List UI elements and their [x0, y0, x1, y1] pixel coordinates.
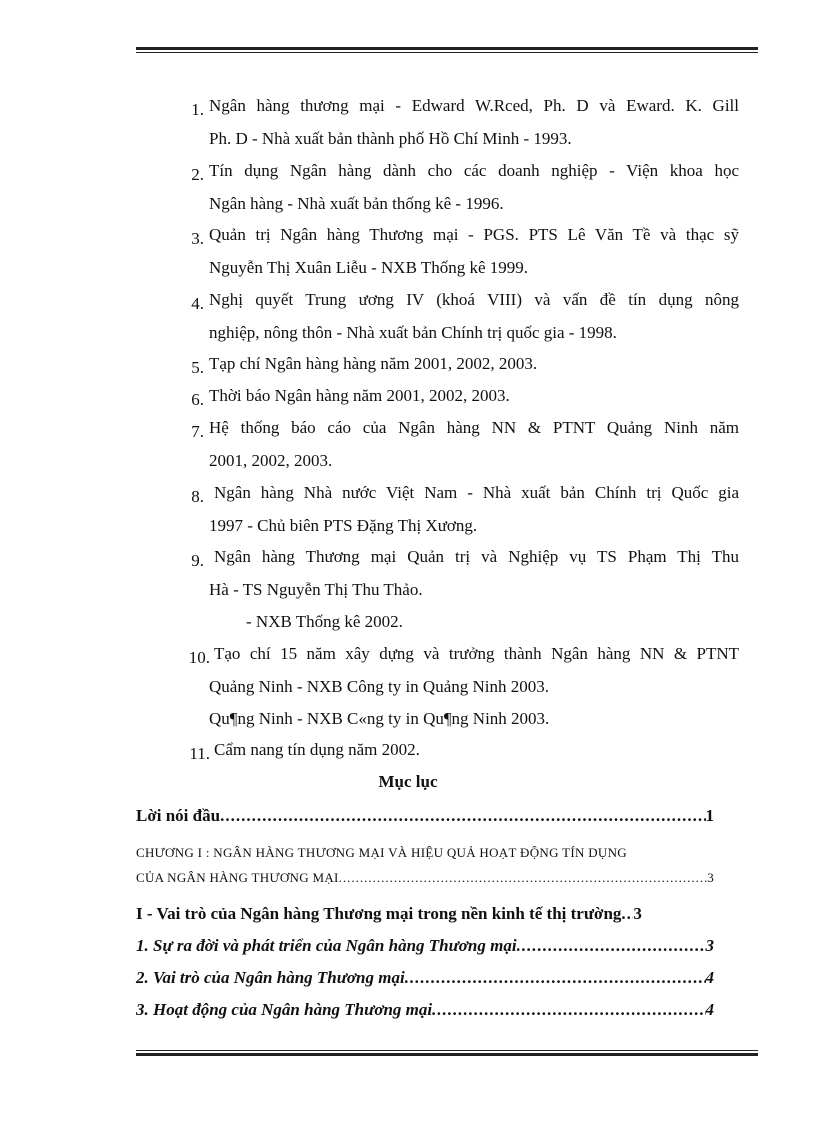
toc-page-number: 4 — [705, 968, 714, 987]
toc-entry-label: CỦA NGÂN HÀNG THƯƠNG MẠI — [136, 870, 339, 885]
reference-line: Quảng Ninh - NXB Công ty in Quảng Ninh 2003. — [209, 677, 549, 696]
reference-line: Ngân hàng thương mại - Edward W.Rced, Ph. D và Eward. K. Gill — [209, 96, 739, 115]
toc-entry-label: 1. Sự ra đời và phát triển của Ngân hàng Thương mại — [136, 936, 517, 955]
toc-entry-label: Lời nói đầu — [136, 806, 221, 825]
toc-entry-label: CHƯƠNG I : NGÂN HÀNG THƯƠNG MẠI VÀ HIỆU QUẢ HOẠT ĐỘNG TÍN DỤNG — [136, 845, 627, 860]
reference-line: Ngân hàng Nhà nước Việt Nam - Nhà xuất bản Chính trị Quốc gia — [214, 483, 739, 502]
toc-page-number: 3 — [633, 904, 642, 923]
toc-entry-chapter-cont[interactable] — [136, 870, 714, 886]
reference-line: 2001, 2002, 2003. — [209, 451, 333, 470]
reference-line: Thời báo Ngân hàng năm 2001, 2002, 2003. — [209, 386, 510, 405]
reference-line: Hệ thống báo cáo của Ngân hàng NN & PTNT Quảng Ninh năm — [209, 418, 739, 437]
reference-line: Nguyễn Thị Xuân Liễu - NXB Thống kê 1999. — [209, 258, 529, 277]
footer-rule — [136, 1050, 758, 1056]
toc-page-number: 3 — [707, 870, 714, 885]
reference-line: Tín dụng Ngân hàng dành cho các doanh nghiệp - Viện khoa học — [209, 161, 739, 180]
toc-leader-dots — [432, 1000, 705, 1020]
reference-line: Tạp chí Ngân hàng hàng năm 2001, 2002, 2003. — [209, 354, 538, 373]
reference-number: 3. — [191, 229, 204, 248]
toc-entry[interactable] — [136, 936, 714, 956]
reference-line: Quản trị Ngân hàng Thương mại - PGS. PTS Lê Văn Tề và thạc sỹ — [209, 225, 739, 244]
reference-line: nghiệp, nông thôn - Nhà xuất bản Chính trị quốc gia - 1998. — [209, 323, 617, 342]
toc-leader-dots — [517, 936, 706, 956]
reference-line: Ph. D - Nhà xuất bản thành phố Hồ Chí Minh - 1993. — [209, 129, 572, 148]
reference-number: 11. — [189, 744, 210, 763]
reference-line: Qu¶ng Ninh - NXB C«ng ty in Qu¶ng Ninh 2003. — [209, 709, 550, 728]
toc-page-number: 3 — [705, 936, 714, 955]
toc-entry-label: I - Vai trò của Ngân hàng Thương mại trong nền kinh tế thị trường — [136, 904, 622, 923]
toc-page-number: 1 — [705, 806, 714, 825]
reference-number: 10. — [188, 648, 210, 667]
toc-entry-chapter[interactable] — [136, 845, 714, 861]
reference-number: 1. — [191, 100, 204, 119]
reference-number: 7. — [191, 422, 204, 441]
toc-leader-dots — [220, 806, 705, 826]
toc-title: Mục lục — [378, 772, 438, 791]
toc-leader-dots — [405, 968, 706, 988]
toc-entry[interactable] — [136, 1000, 714, 1020]
reference-line: Cẩm nang tín dụng năm 2002. — [214, 740, 420, 759]
reference-number: 6. — [191, 390, 204, 409]
reference-number: 5. — [191, 358, 204, 377]
toc-entry[interactable] — [136, 968, 714, 988]
reference-line: Nghị quyết Trung ương IV (khoá VIII) và vấn đề tín dụng nông — [209, 290, 739, 309]
reference-line: Ngân hàng - Nhà xuất bản thống kê - 1996. — [209, 194, 504, 213]
reference-line: Tạo chí 15 năm xây dựng và trưởng thành Ngân hàng NN & PTNT — [214, 644, 739, 663]
toc-entry-label: 3. Hoạt động của Ngân hàng Thương mại — [136, 1000, 433, 1019]
reference-number: 9. — [191, 551, 204, 570]
reference-number: 4. — [191, 294, 204, 313]
toc-entry-label: 2. Vai trò của Ngân hàng Thương mại — [136, 968, 405, 987]
toc-entry[interactable] — [136, 904, 714, 924]
reference-number: 8. — [191, 487, 204, 506]
reference-line: Ngân hàng Thương mại Quản trị và Nghiệp vụ TS Phạm Thị Thu — [214, 547, 739, 566]
toc-leader-dots — [339, 870, 708, 886]
toc-page-number: 4 — [705, 1000, 714, 1019]
reference-line: 1997 - Chủ biên PTS Đặng Thị Xương. — [209, 516, 478, 535]
reference-line: - NXB Thống kê 2002. — [246, 612, 403, 631]
toc-leader-dots — [621, 904, 633, 924]
reference-number: 2. — [191, 165, 204, 184]
toc-entry[interactable] — [136, 806, 714, 826]
reference-line: Hà - TS Nguyễn Thị Thu Thảo. — [209, 580, 423, 599]
header-rule — [136, 47, 758, 53]
